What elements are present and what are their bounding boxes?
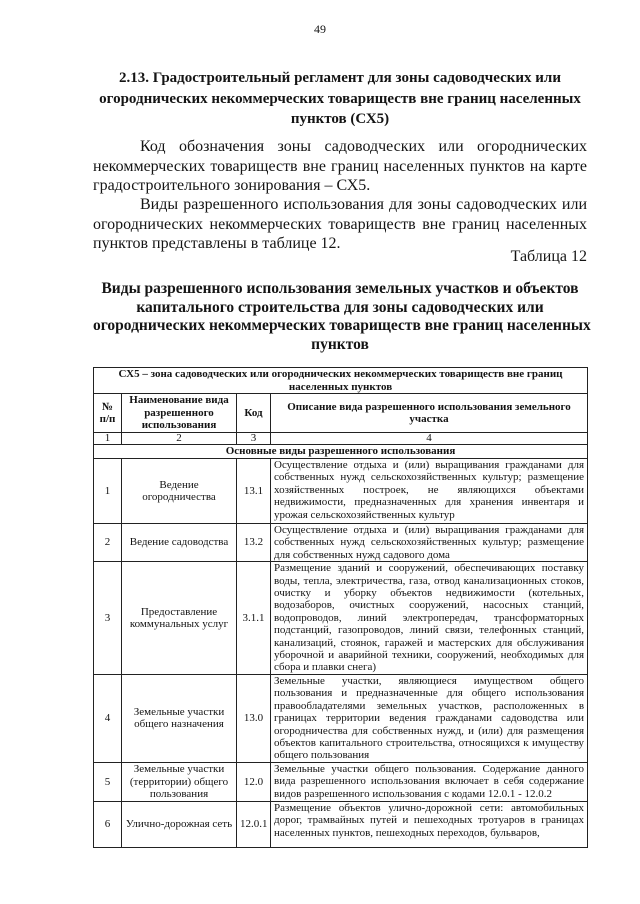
section-heading-line: пунктов (СХ5) xyxy=(290,111,390,127)
use-description: Земельные участки, являющиеся имуществом общего пользования и предназначенные для общего использования правообладателями земельных участков, расположенных в границах территории ведения гражданами садоводства или огородничества для собственных нужд, и (или) для размещения объектов капитального строительства, относящихся к имуществу общего пользования xyxy=(271,674,588,762)
row-number: 2 xyxy=(94,524,122,562)
column-number: 2 xyxy=(122,433,237,445)
use-name: Предоставление коммунальных услуг xyxy=(122,562,237,675)
use-name: Земельные участки (территории) общего пользования xyxy=(122,762,237,801)
use-code: 13.0 xyxy=(237,674,271,762)
column-header-name: Наименование вида разрешенного использования xyxy=(122,394,237,433)
zone-header-row xyxy=(94,368,588,394)
section-heading-line: огороднических некоммерческих товариществ вне границ населенных xyxy=(99,90,581,107)
column-header-code: Код xyxy=(237,394,271,433)
column-number-row xyxy=(94,433,588,445)
row-number: 5 xyxy=(94,762,122,801)
use-name: Земельные участки общего назначения xyxy=(122,674,237,762)
group-header-row xyxy=(94,445,588,459)
use-name: Ведение садоводства xyxy=(122,524,237,562)
use-description: Размещение зданий и сооружений, обеспечивающих поставку воды, тепла, электричества, газа, отвод канализационных стоков, очистку и уборку объектов недвижимости (котельных, водозаборов, очистных сооружений, насосных станций, водопроводов, линий электропередач, трансформаторных подстанций, газопроводов, линий связи, телефонных станций, канализаций, стоянок, гаражей и мастерских для обслуживания уборочной и аварийной техники, сооружений, необходимых для сбора и плавки снега) xyxy=(271,562,588,675)
row-number: 3 xyxy=(94,562,122,675)
section-heading-line: 2.13. Градостроительный регламент для зоны садоводческих или xyxy=(118,70,561,86)
column-number: 1 xyxy=(94,433,122,445)
use-code: 12.0 xyxy=(237,762,271,801)
use-code: 12.0.1 xyxy=(237,801,271,847)
table-row xyxy=(94,524,588,562)
column-header-row xyxy=(94,394,588,433)
column-number: 4 xyxy=(271,433,588,445)
column-header-description: Описание вида разрешенного использования земельного участка xyxy=(271,394,588,433)
row-number: 1 xyxy=(94,459,122,524)
row-number: 6 xyxy=(94,801,122,847)
use-code: 13.1 xyxy=(237,459,271,524)
table-row xyxy=(94,459,588,524)
use-name: Улично-дорожная сеть xyxy=(122,801,237,847)
use-code: 3.1.1 xyxy=(237,562,271,675)
use-description: Земельные участки общего пользования. Содержание данного вида разрешенного использования включает в себя содержание видов разрешенного использования с кодами 12.0.1 - 12.0.2 xyxy=(271,762,588,801)
permitted-uses-table xyxy=(93,367,588,848)
column-number: 3 xyxy=(237,433,271,445)
paragraph-zone-code: Код обозначения зоны садоводческих или огороднических некоммерческих товариществ вне границ населенных пунктов на карте градостроительного зонирования – СХ5. xyxy=(93,138,587,194)
table-title-line: пунктов xyxy=(311,336,369,354)
zone-header: СХ5 – зона садоводческих или огороднических некоммерческих товариществ вне границ населенных пунктов xyxy=(94,368,588,394)
use-description: Размещение объектов улично-дорожной сети: автомобильных дорог, трамвайных путей и пешеходных тротуаров в границах населенных пунктов, пешеходных переходов, бульваров, xyxy=(271,801,588,847)
table-row xyxy=(94,762,588,801)
table-row xyxy=(94,562,588,675)
use-name: Ведение огородничества xyxy=(122,459,237,524)
table-title-line: Виды разрешенного использования земельных участков и объектов xyxy=(101,280,579,297)
paragraph-permitted-uses: Виды разрешенного использования для зоны садоводческих или огороднических некоммерческих товариществ вне границ населенных пунктов представлены в таблице 12. xyxy=(93,196,587,252)
page-number: 49 xyxy=(314,22,326,36)
section-heading xyxy=(93,68,587,130)
group-header: Основные виды разрешенного использования xyxy=(94,445,588,459)
table-title-line: капитального строительства для зоны садоводческих или xyxy=(136,298,544,316)
use-code: 13.2 xyxy=(237,524,271,562)
table-caption: Таблица 12 xyxy=(510,248,587,265)
table-title xyxy=(93,280,591,355)
use-description: Осуществление отдыха и (или) выращивания гражданами для собственных нужд сельскохозяйственных культур; размещение хозяйственных построек, не являющихся объектами недвижимости, предназначенных для хранения инвентаря и урожая сельскохозяйственных культур xyxy=(271,459,588,524)
row-number: 4 xyxy=(94,674,122,762)
table-row xyxy=(94,674,588,762)
table-title-line: огороднических некоммерческих товариществ вне границ населенных xyxy=(93,317,591,335)
column-header-number: № п/п xyxy=(94,394,122,433)
table-row xyxy=(94,801,588,847)
use-description: Осуществление отдыха и (или) выращивания гражданами для собственных нужд сельскохозяйственных культур; размещение для собственных нужд садового дома xyxy=(271,524,588,562)
